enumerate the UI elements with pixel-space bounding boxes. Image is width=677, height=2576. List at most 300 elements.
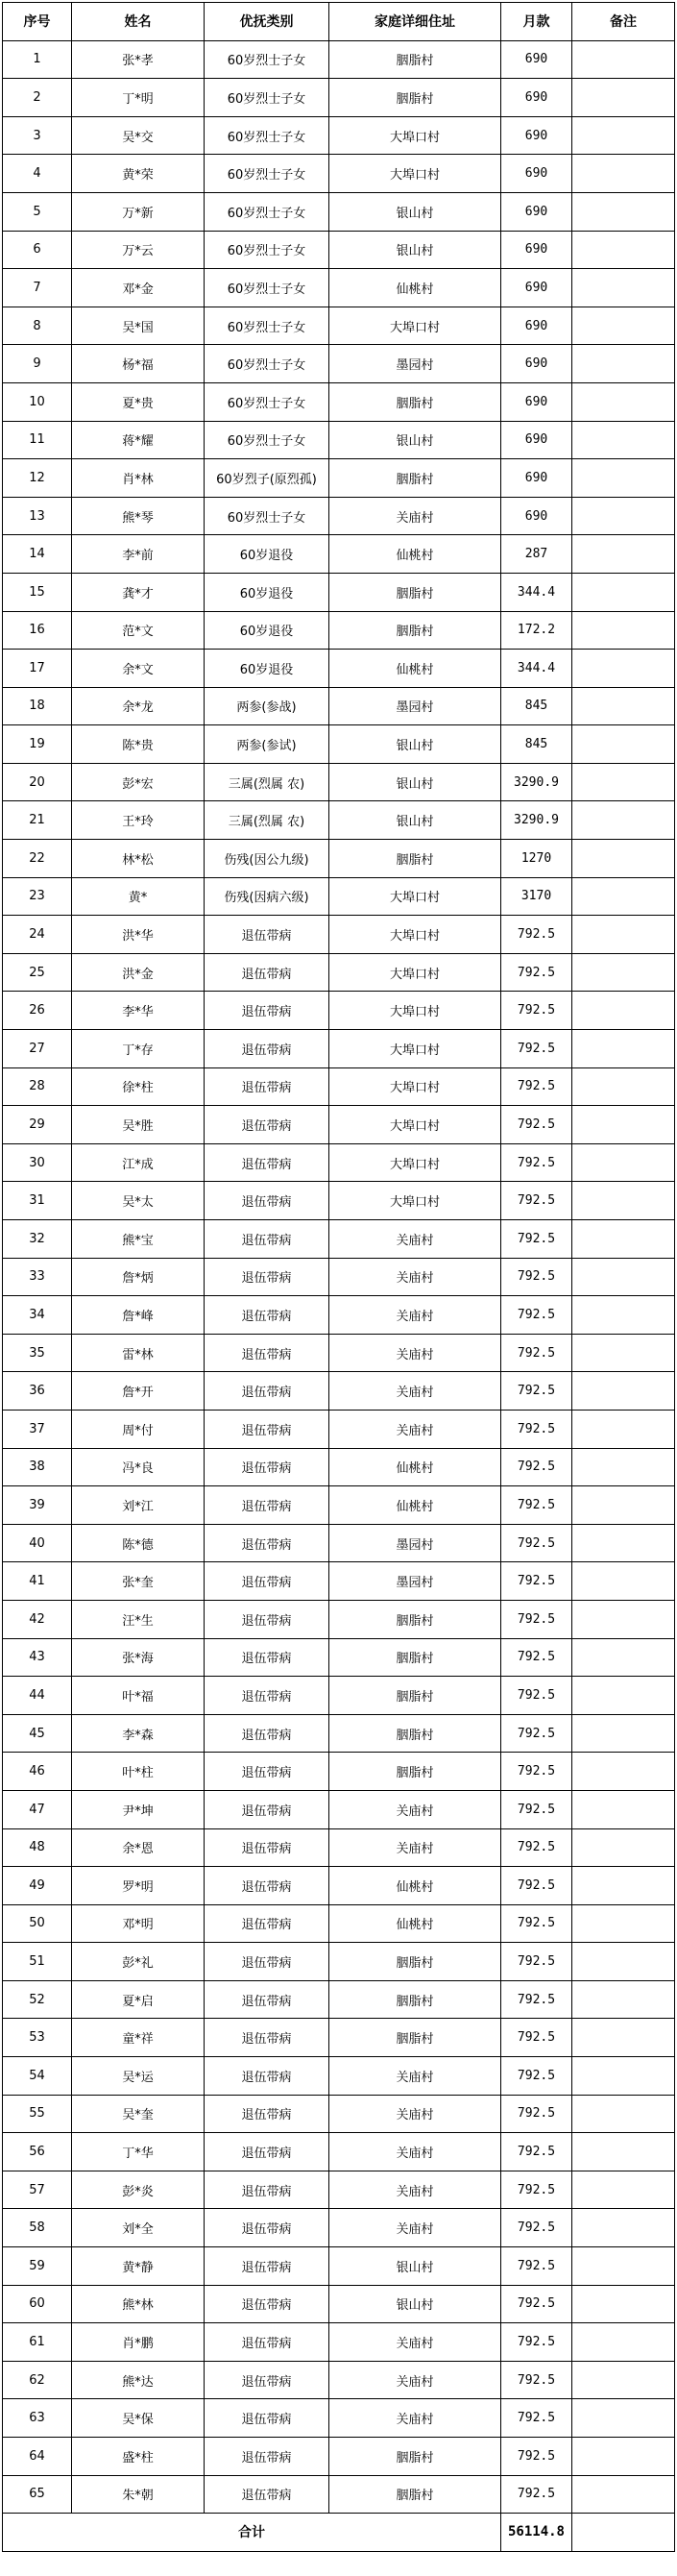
cell-remarks [572,1220,675,1259]
cell-monthly-amount: 1270 [501,840,572,878]
table-row [3,1867,675,1905]
cell-category: 60岁烈士子女 [205,497,329,535]
cell-category: 退伍带病 [205,953,329,992]
table-row [3,2247,675,2286]
cell-address: 银山村 [329,421,501,459]
cell-name: 詹*峰 [72,1296,205,1335]
cell-name: 余*恩 [72,1828,205,1867]
cell-category: 60岁烈士子女 [205,155,329,193]
cell-remarks [572,155,675,193]
cell-address: 大埠口村 [329,916,501,954]
cell-name: 彭*宏 [72,763,205,801]
cell-name: 张*海 [72,1638,205,1677]
cell-remarks [572,2475,675,2514]
cell-remarks [572,192,675,231]
cell-name: 陈*德 [72,1524,205,1562]
cell-category: 两参(参战) [205,687,329,725]
cell-name: 罗*明 [72,1867,205,1905]
cell-monthly-amount: 690 [501,497,572,535]
cell-index: 50 [3,1904,72,1943]
cell-remarks [572,992,675,1030]
cell-monthly-amount: 690 [501,116,572,155]
table-row [3,1258,675,1296]
cell-category: 退伍带病 [205,2209,329,2247]
cell-remarks [572,2171,675,2209]
cell-category: 退伍带病 [205,1867,329,1905]
cell-remarks [572,535,675,574]
table-row [3,1334,675,1372]
cell-monthly-amount: 792.5 [501,2438,572,2476]
table-row [3,877,675,916]
table-row [3,497,675,535]
cell-remarks [572,1372,675,1411]
table-row [3,2475,675,2514]
cell-index: 11 [3,421,72,459]
cell-index: 54 [3,2057,72,2096]
cell-name: 吴*胜 [72,1106,205,1144]
cell-index: 59 [3,2247,72,2286]
cell-name: 邓*明 [72,1904,205,1943]
header-remarks: 备注 [572,3,675,41]
cell-monthly-amount: 792.5 [501,1106,572,1144]
cell-address: 胭脂村 [329,573,501,611]
cell-address: 墨园村 [329,345,501,383]
cell-index: 2 [3,79,72,117]
cell-index: 4 [3,155,72,193]
table-row [3,1410,675,1448]
cell-index: 19 [3,725,72,764]
cell-name: 徐*柱 [72,1067,205,1106]
total-note [572,2514,675,2552]
cell-remarks [572,1296,675,1335]
cell-monthly-amount: 690 [501,269,572,307]
cell-name: 李*前 [72,535,205,574]
cell-address: 关庙村 [329,1828,501,1867]
cell-category: 退伍带病 [205,1677,329,1715]
cell-monthly-amount: 3290.9 [501,763,572,801]
cell-monthly-amount: 344.4 [501,650,572,688]
cell-remarks [572,1143,675,1182]
cell-remarks [572,1067,675,1106]
cell-name: 范*文 [72,611,205,650]
header-index: 序号 [3,3,72,41]
table-row [3,382,675,421]
cell-monthly-amount: 792.5 [501,2209,572,2247]
cell-category: 退伍带病 [205,2247,329,2286]
cell-name: 陈*贵 [72,725,205,764]
table-row [3,1904,675,1943]
cell-remarks [572,1258,675,1296]
cell-monthly-amount: 792.5 [501,1828,572,1867]
table-row [3,1714,675,1753]
cell-index: 12 [3,459,72,498]
table-row [3,1562,675,1601]
cell-category: 退伍带病 [205,1562,329,1601]
cell-name: 李*华 [72,992,205,1030]
cell-index: 55 [3,2095,72,2133]
table-row [3,2095,675,2133]
cell-category: 退伍带病 [205,1486,329,1525]
cell-category: 退伍带病 [205,2171,329,2209]
cell-remarks [572,1030,675,1068]
cell-remarks [572,307,675,345]
cell-index: 28 [3,1067,72,1106]
cell-name: 江*成 [72,1143,205,1182]
cell-index: 63 [3,2399,72,2438]
cell-monthly-amount: 845 [501,725,572,764]
table-row [3,992,675,1030]
cell-index: 3 [3,116,72,155]
cell-remarks [572,1904,675,1943]
table-row [3,1600,675,1638]
cell-remarks [572,269,675,307]
cell-name: 雷*林 [72,1334,205,1372]
cell-monthly-amount: 344.4 [501,573,572,611]
cell-category: 60岁烈士子女 [205,307,329,345]
cell-address: 关庙村 [329,1372,501,1411]
cell-index: 9 [3,345,72,383]
cell-remarks [572,1600,675,1638]
cell-index: 49 [3,1867,72,1905]
cell-category: 退伍带病 [205,2057,329,2096]
cell-name: 夏*贵 [72,382,205,421]
cell-name: 肖*鹏 [72,2323,205,2362]
cell-remarks [572,877,675,916]
cell-address: 大埠口村 [329,116,501,155]
cell-address: 胭脂村 [329,1677,501,1715]
cell-name: 刘*全 [72,2209,205,2247]
cell-index: 25 [3,953,72,992]
table-row [3,2171,675,2209]
cell-address: 胭脂村 [329,2019,501,2057]
cell-monthly-amount: 792.5 [501,1677,572,1715]
table-row [3,1067,675,1106]
cell-name: 黄* [72,877,205,916]
cell-name: 彭*礼 [72,1943,205,1981]
cell-monthly-amount: 792.5 [501,1562,572,1601]
cell-category: 退伍带病 [205,1980,329,2019]
cell-address: 关庙村 [329,1334,501,1372]
cell-address: 墨园村 [329,1524,501,1562]
cell-index: 52 [3,1980,72,2019]
total-label: 合计 [3,2514,501,2552]
cell-remarks [572,459,675,498]
cell-category: 退伍带病 [205,1106,329,1144]
cell-name: 丁*华 [72,2133,205,2171]
cell-address: 仙桃村 [329,1486,501,1525]
cell-address: 胭脂村 [329,1943,501,1981]
cell-index: 46 [3,1753,72,1791]
cell-category: 退伍带病 [205,2323,329,2362]
cell-index: 20 [3,763,72,801]
cell-address: 胭脂村 [329,79,501,117]
cell-address: 胭脂村 [329,1714,501,1753]
cell-monthly-amount: 690 [501,155,572,193]
cell-remarks [572,763,675,801]
table-row [3,2285,675,2323]
cell-remarks [572,2399,675,2438]
cell-address: 大埠口村 [329,1106,501,1144]
cell-category: 退伍带病 [205,2133,329,2171]
cell-index: 45 [3,1714,72,1753]
cell-monthly-amount: 792.5 [501,1220,572,1259]
cell-remarks [572,1714,675,1753]
cell-index: 34 [3,1296,72,1335]
cell-category: 60岁烈士子女 [205,192,329,231]
total-row [3,2514,675,2552]
header-monthly-amount: 月款 [501,3,572,41]
cell-address: 大埠口村 [329,877,501,916]
cell-address: 关庙村 [329,2209,501,2247]
cell-category: 60岁退役 [205,611,329,650]
cell-index: 36 [3,1372,72,1411]
cell-name: 蒋*耀 [72,421,205,459]
cell-address: 关庙村 [329,1410,501,1448]
cell-index: 24 [3,916,72,954]
cell-index: 16 [3,611,72,650]
cell-category: 60岁烈子(原烈孤) [205,459,329,498]
cell-remarks [572,231,675,269]
table-row [3,1677,675,1715]
cell-index: 43 [3,1638,72,1677]
cell-monthly-amount: 792.5 [501,1486,572,1525]
cell-category: 退伍带病 [205,1143,329,1182]
cell-index: 30 [3,1143,72,1182]
cell-index: 14 [3,535,72,574]
cell-category: 退伍带病 [205,916,329,954]
table-row [3,345,675,383]
cell-remarks [572,1486,675,1525]
cell-category: 三属(烈属 农) [205,763,329,801]
cell-index: 65 [3,2475,72,2514]
cell-category: 退伍带病 [205,2019,329,2057]
cell-category: 退伍带病 [205,1790,329,1828]
cell-address: 银山村 [329,2247,501,2286]
cell-address: 仙桃村 [329,650,501,688]
cell-monthly-amount: 690 [501,382,572,421]
cell-category: 退伍带病 [205,1943,329,1981]
cell-address: 关庙村 [329,2399,501,2438]
cell-category: 60岁退役 [205,535,329,574]
cell-name: 洪*金 [72,953,205,992]
cell-name: 夏*启 [72,1980,205,2019]
cell-name: 詹*开 [72,1372,205,1411]
cell-monthly-amount: 792.5 [501,1790,572,1828]
cell-address: 仙桃村 [329,269,501,307]
cell-remarks [572,1562,675,1601]
cell-monthly-amount: 792.5 [501,1334,572,1372]
cell-name: 叶*柱 [72,1753,205,1791]
cell-monthly-amount: 792.5 [501,2171,572,2209]
cell-category: 退伍带病 [205,1904,329,1943]
cell-remarks [572,611,675,650]
cell-monthly-amount: 792.5 [501,2095,572,2133]
cell-category: 退伍带病 [205,1714,329,1753]
cell-name: 汪*生 [72,1600,205,1638]
table-row [3,2209,675,2247]
cell-monthly-amount: 792.5 [501,1904,572,1943]
cell-remarks [572,953,675,992]
table-row [3,1638,675,1677]
table-row [3,650,675,688]
cell-name: 洪*华 [72,916,205,954]
cell-monthly-amount: 690 [501,79,572,117]
cell-monthly-amount: 287 [501,535,572,574]
cell-name: 熊*林 [72,2285,205,2323]
cell-address: 胭脂村 [329,611,501,650]
table-row [3,116,675,155]
table-row [3,155,675,193]
cell-name: 林*松 [72,840,205,878]
cell-remarks [572,2438,675,2476]
table-row [3,1220,675,1259]
cell-name: 熊*宝 [72,1220,205,1259]
cell-category: 退伍带病 [205,2475,329,2514]
table-row [3,763,675,801]
cell-monthly-amount: 792.5 [501,2475,572,2514]
cell-monthly-amount: 792.5 [501,1600,572,1638]
cell-index: 42 [3,1600,72,1638]
cell-monthly-amount: 845 [501,687,572,725]
cell-remarks [572,1334,675,1372]
table-row [3,231,675,269]
cell-category: 60岁烈士子女 [205,79,329,117]
cell-category: 60岁烈士子女 [205,269,329,307]
cell-address: 墨园村 [329,687,501,725]
cell-name: 吴*运 [72,2057,205,2096]
cell-monthly-amount: 690 [501,40,572,79]
cell-monthly-amount: 172.2 [501,611,572,650]
table-row [3,269,675,307]
cell-category: 退伍带病 [205,2285,329,2323]
header-category: 优抚类别 [205,3,329,41]
cell-address: 胭脂村 [329,1638,501,1677]
cell-name: 吴*国 [72,307,205,345]
cell-monthly-amount: 792.5 [501,1867,572,1905]
cell-index: 21 [3,801,72,840]
cell-remarks [572,1828,675,1867]
table-row [3,40,675,79]
cell-address: 关庙村 [329,1790,501,1828]
table-row [3,2133,675,2171]
cell-address: 银山村 [329,192,501,231]
cell-category: 退伍带病 [205,2399,329,2438]
cell-index: 15 [3,573,72,611]
cell-monthly-amount: 792.5 [501,1943,572,1981]
cell-category: 三属(烈属 农) [205,801,329,840]
cell-name: 肖*林 [72,459,205,498]
table-row [3,307,675,345]
cell-address: 大埠口村 [329,1182,501,1220]
table-row [3,1486,675,1525]
cell-remarks [572,1638,675,1677]
cell-address: 仙桃村 [329,1448,501,1486]
cell-remarks [572,2247,675,2286]
cell-name: 熊*达 [72,2361,205,2399]
cell-category: 退伍带病 [205,1030,329,1068]
table-row [3,2019,675,2057]
cell-monthly-amount: 690 [501,459,572,498]
cell-address: 关庙村 [329,2361,501,2399]
cell-category: 60岁烈士子女 [205,116,329,155]
cell-category: 伤残(因病六级) [205,877,329,916]
cell-address: 胭脂村 [329,2475,501,2514]
cell-remarks [572,2133,675,2171]
cell-address: 关庙村 [329,497,501,535]
cell-monthly-amount: 690 [501,192,572,231]
cell-remarks [572,382,675,421]
cell-index: 62 [3,2361,72,2399]
cell-remarks [572,40,675,79]
cell-address: 胭脂村 [329,1753,501,1791]
cell-remarks [572,840,675,878]
cell-remarks [572,1106,675,1144]
cell-address: 银山村 [329,763,501,801]
cell-address: 关庙村 [329,1258,501,1296]
table-body [3,40,675,2514]
cell-name: 丁*明 [72,79,205,117]
cell-address: 胭脂村 [329,382,501,421]
cell-name: 杨*福 [72,345,205,383]
cell-index: 13 [3,497,72,535]
cell-monthly-amount: 792.5 [501,2399,572,2438]
cell-remarks [572,1980,675,2019]
cell-index: 26 [3,992,72,1030]
cell-name: 叶*福 [72,1677,205,1715]
cell-address: 大埠口村 [329,307,501,345]
table-row [3,801,675,840]
cell-category: 60岁烈士子女 [205,40,329,79]
table-row [3,573,675,611]
cell-index: 27 [3,1030,72,1068]
cell-monthly-amount: 792.5 [501,916,572,954]
table-row [3,535,675,574]
cell-index: 10 [3,382,72,421]
table-row [3,1828,675,1867]
cell-monthly-amount: 792.5 [501,1258,572,1296]
cell-monthly-amount: 792.5 [501,1448,572,1486]
cell-category: 60岁烈士子女 [205,231,329,269]
cell-name: 吴*保 [72,2399,205,2438]
cell-remarks [572,2095,675,2133]
cell-name: 尹*坤 [72,1790,205,1828]
table-row [3,2438,675,2476]
cell-index: 32 [3,1220,72,1259]
cell-monthly-amount: 792.5 [501,1980,572,2019]
cell-monthly-amount: 792.5 [501,1524,572,1562]
cell-address: 胭脂村 [329,840,501,878]
cell-remarks [572,650,675,688]
cell-monthly-amount: 792.5 [501,1296,572,1335]
cell-address: 关庙村 [329,1296,501,1335]
cell-address: 大埠口村 [329,1067,501,1106]
cell-address: 关庙村 [329,2095,501,2133]
cell-index: 29 [3,1106,72,1144]
cell-remarks [572,497,675,535]
cell-name: 吴*奎 [72,2095,205,2133]
cell-index: 64 [3,2438,72,2476]
cell-monthly-amount: 690 [501,231,572,269]
cell-remarks [572,116,675,155]
cell-category: 60岁退役 [205,650,329,688]
cell-index: 60 [3,2285,72,2323]
cell-category: 伤残(因公九级) [205,840,329,878]
cell-name: 吴*太 [72,1182,205,1220]
cell-address: 仙桃村 [329,1867,501,1905]
cell-address: 墨园村 [329,1562,501,1601]
cell-monthly-amount: 690 [501,421,572,459]
cell-category: 60岁烈士子女 [205,421,329,459]
